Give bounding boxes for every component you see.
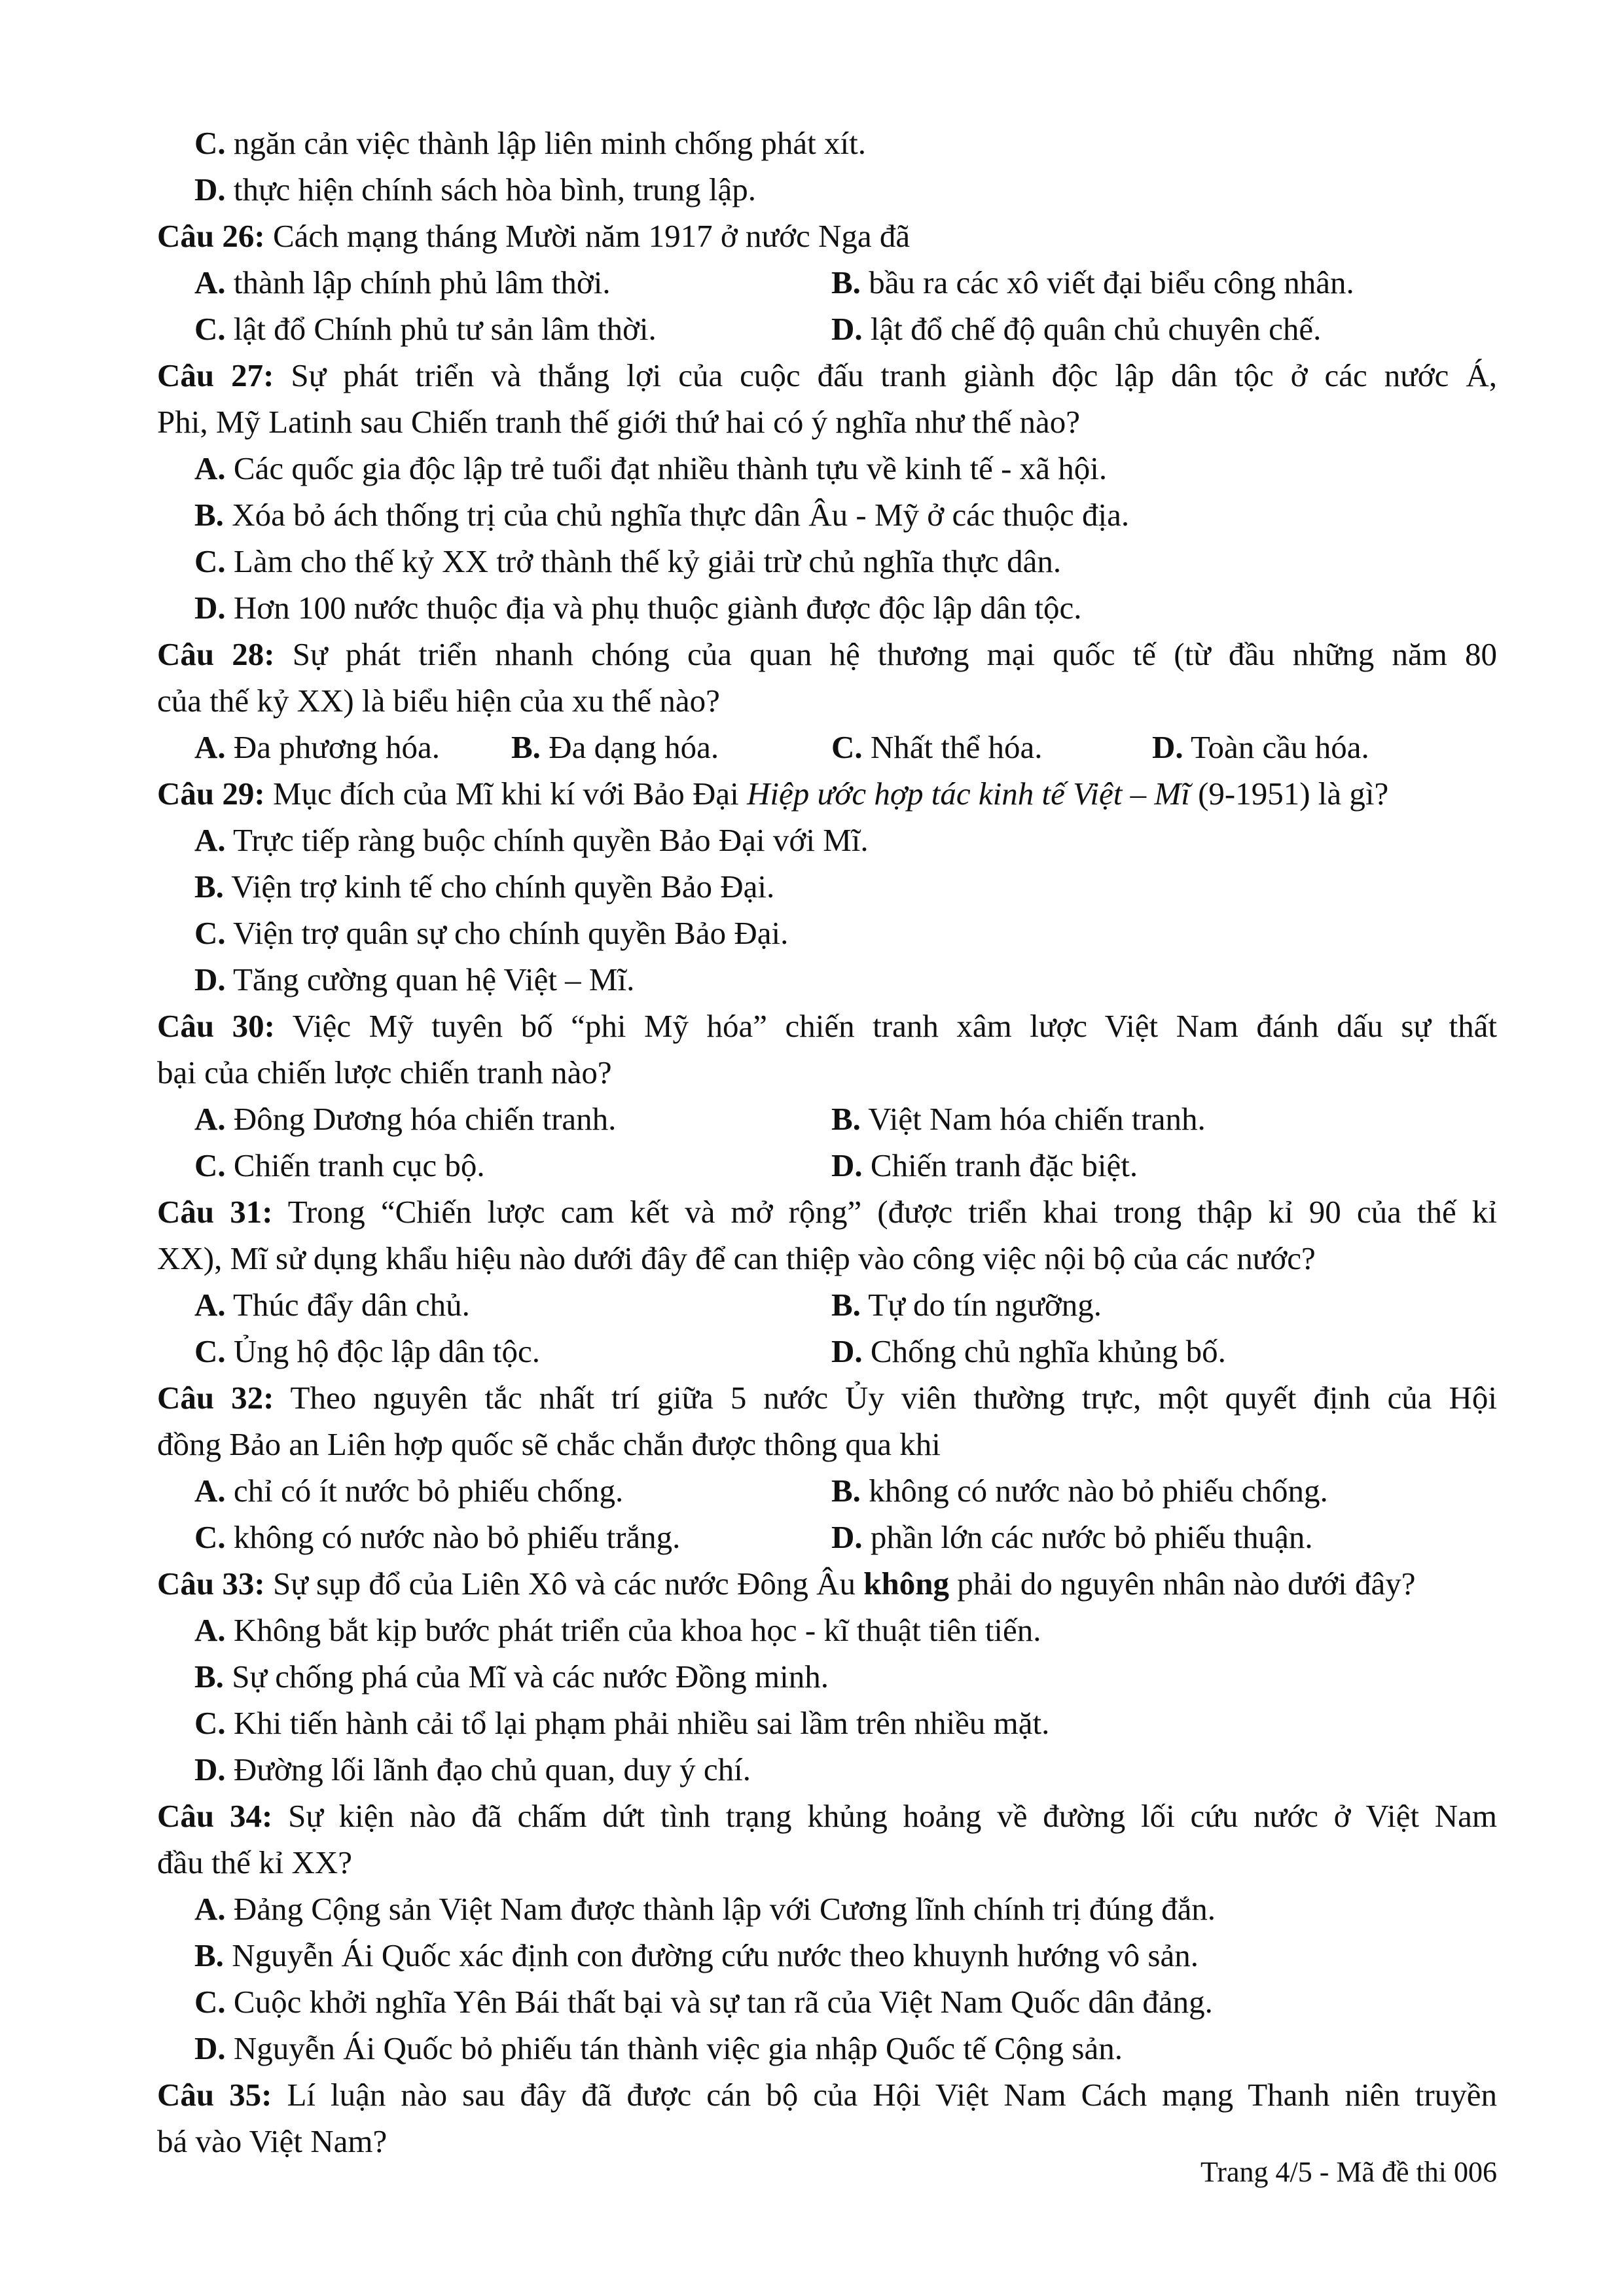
q31-d-text: Chống chủ nghĩa khủng bố. (862, 1333, 1226, 1369)
question-28 (157, 631, 1497, 677)
question-29-option-d (194, 956, 1497, 1003)
q32-b-label: B. (831, 1473, 861, 1509)
q27-label: Câu 27: (157, 357, 274, 393)
q30-d-label: D. (831, 1147, 863, 1183)
q29-ital: Hiệp ước hợp tác kinh tế Việt – Mĩ (747, 776, 1190, 812)
q32-d-label: D. (831, 1519, 863, 1555)
q29-pre: Mục đích của Mĩ khi kí với Bảo Đại (264, 776, 748, 812)
question-27-line2: Phi, Mỹ Latinh sau Chiến tranh thế giới thứ hai có ý nghĩa như thế nào? (157, 404, 1080, 440)
q27-b-text: Xóa bỏ ách thống trị của chủ nghĩa thực dân Âu - Mỹ ở các thuộc địa. (223, 497, 1130, 533)
question-26-options-ab (194, 259, 1497, 306)
q26-c-text: lật đổ Chính phủ tư sản lâm thời. (225, 311, 657, 347)
question-32 (157, 1374, 1497, 1421)
question-33-option-c (194, 1700, 1497, 1746)
prev-opt_c-text: ngăn cản việc thành lập liên minh chống phát xít. (225, 125, 867, 161)
q28-b-text: Đa dạng hóa. (540, 729, 719, 765)
q34-d-text: Nguyễn Ái Quốc bỏ phiếu tán thành việc gia nhập Quốc tế Cộng sản. (225, 2030, 1123, 2066)
q27-a-text: Các quốc gia độc lập trẻ tuổi đạt nhiều thành tựu về kinh tế - xã hội. (225, 450, 1108, 486)
q34-line1: Sự kiện nào đã chấm dứt tình trạng khủng hoảng về đường lối cứu nước ở Việt Nam (272, 1798, 1497, 1834)
exam-page (157, 120, 1497, 2164)
q32-line1: Theo nguyên tắc nhất trí giữa 5 nước Ủy viên thường trực, một quyết định của Hội (274, 1380, 1497, 1416)
q26-d-label: D. (831, 311, 863, 347)
q28-a-label: A. (194, 729, 226, 765)
q27-line1: Sự phát triển và thắng lợi của cuộc đấu tranh giành độc lập dân tộc ở các nước Á, (274, 357, 1497, 393)
q32-c-label: C. (194, 1519, 226, 1555)
question-30-options-cd (194, 1142, 1497, 1189)
q33-bold: không (863, 1566, 950, 1602)
question-34 (157, 1793, 1497, 1839)
q28-label: Câu 28: (157, 636, 275, 672)
q31-c-label: C. (194, 1333, 226, 1369)
q28-d-text: Toàn cầu hóa. (1183, 729, 1369, 765)
question-28-options (194, 724, 1497, 770)
q33-c-label: C. (194, 1705, 226, 1741)
question-29-option-b (194, 863, 1497, 910)
q35-label: Câu 35: (157, 2077, 272, 2113)
q34-d-label: D. (194, 2030, 226, 2066)
q32-a-label: A. (194, 1473, 226, 1509)
q28-a-text: Đa phương hóa. (225, 729, 440, 765)
option-d (194, 166, 1497, 213)
q29-d-label: D. (194, 961, 226, 997)
question-35 (157, 2072, 1497, 2118)
q27-b-label: B. (194, 497, 224, 533)
question-27-option-a (194, 445, 1497, 492)
question-35-line2: bá vào Việt Nam? (157, 2123, 388, 2159)
question-32-options-ab (194, 1467, 1497, 1514)
prev-opt_c-label: C. (194, 125, 226, 161)
q29-c-label: C. (194, 915, 226, 951)
q34-b-text: Nguyễn Ái Quốc xác định con đường cứu nước theo khuynh hướng vô sản. (223, 1937, 1199, 1973)
question-30-options-ab (194, 1096, 1497, 1142)
q26-b-label: B. (831, 264, 861, 300)
question-34-line2: đầu thế kỉ XX? (157, 1844, 352, 1880)
q29-b-text: Viện trợ kinh tế cho chính quyền Bảo Đại. (223, 869, 775, 905)
q29-d-text: Tăng cường quan hệ Việt – Mĩ. (225, 961, 635, 997)
q30-d-text: Chiến tranh đặc biệt. (862, 1147, 1138, 1183)
q32-a-text: chỉ có ít nước bỏ phiếu chống. (225, 1473, 624, 1509)
q34-c-label: C. (194, 1984, 226, 2020)
q30-line1: Việc Mỹ tuyên bố “phi Mỹ hóa” chiến tranh xâm lược Việt Nam đánh dấu sự thất (274, 1008, 1497, 1044)
question-33-option-b (194, 1653, 1497, 1700)
q33-b-text: Sự chống phá của Mĩ và các nước Đồng minh. (223, 1659, 829, 1695)
q28-c-label: C. (831, 729, 863, 765)
question-26-options-cd (194, 306, 1497, 352)
q28-d-label: D. (1152, 729, 1183, 765)
question-33 (157, 1560, 1497, 1607)
q27-a-label: A. (194, 450, 226, 486)
q31-line1: Trong “Chiến lược cam kết và mở rộng” (được triển khai trong thập kỉ 90 của thế kỉ (272, 1194, 1497, 1230)
q33-b-label: B. (194, 1659, 224, 1695)
q27-c-label: C. (194, 543, 226, 579)
q33-pre: Sự sụp đổ của Liên Xô và các nước Đông Âu (264, 1566, 864, 1602)
q30-b-text: Việt Nam hóa chiến tranh. (860, 1101, 1206, 1137)
q28-c-text: Nhất thể hóa. (862, 729, 1043, 765)
q28-b-label: B. (511, 729, 541, 765)
question-31 (157, 1189, 1497, 1235)
prev-opt_d-text: thực hiện chính sách hòa bình, trung lập. (225, 171, 757, 207)
question-29-option-a (194, 817, 1497, 863)
q33-a-text: Không bắt kịp bước phát triển của khoa học - kĩ thuật tiên tiến. (225, 1612, 1041, 1648)
q31-b-label: B. (831, 1287, 861, 1323)
q32-b-text: không có nước nào bỏ phiếu chống. (860, 1473, 1328, 1509)
q33-d-text: Đường lối lãnh đạo chủ quan, duy ý chí. (225, 1751, 751, 1787)
question-33-option-a (194, 1607, 1497, 1653)
question-29-option-c (194, 910, 1497, 956)
question-33-option-d (194, 1746, 1497, 1793)
question-32-options-cd (194, 1514, 1497, 1560)
question-34-option-a (194, 1886, 1497, 1932)
q31-label: Câu 31: (157, 1194, 273, 1230)
q31-c-text: Ủng hộ độc lập dân tộc. (225, 1333, 540, 1369)
q34-c-text: Cuộc khởi nghĩa Yên Bái thất bại và sự tan rã của Việt Nam Quốc dân đảng. (225, 1984, 1213, 2020)
q26-d-text: lật đổ chế độ quân chủ chuyên chế. (862, 311, 1322, 347)
q29-a-label: A. (194, 822, 226, 858)
q27-d-text: Hơn 100 nước thuộc địa và phụ thuộc giành được độc lập dân tộc. (225, 590, 1082, 626)
option-c (194, 120, 1497, 166)
question-27-option-b (194, 492, 1497, 538)
q31-a-text: Thúc đẩy dân chủ. (225, 1287, 470, 1323)
question-31-options-cd (194, 1328, 1497, 1374)
prev-opt_d-label: D. (194, 171, 226, 207)
q34-a-label: A. (194, 1891, 226, 1927)
q30-c-text: Chiến tranh cục bộ. (225, 1147, 485, 1183)
question-27-option-d (194, 584, 1497, 631)
q29-post: (9-1951) là gì? (1189, 776, 1389, 812)
q32-c-text: không có nước nào bỏ phiếu trắng. (225, 1519, 681, 1555)
question-29 (157, 770, 1497, 817)
q34-label: Câu 34: (157, 1798, 273, 1834)
q33-c-text: Khi tiến hành cải tổ lại phạm phải nhiều sai lầm trên nhiều mặt. (225, 1705, 1050, 1741)
q31-b-text: Tự do tín ngưỡng. (860, 1287, 1102, 1323)
q26-label: Câu 26: (157, 218, 265, 254)
q33-label: Câu 33: (157, 1566, 265, 1602)
q31-a-label: A. (194, 1287, 226, 1323)
q26-a-label: A. (194, 264, 226, 300)
question-31-options-ab (194, 1282, 1497, 1328)
question-32-line2: đồng Bảo an Liên hợp quốc sẽ chắc chắn được thông qua khi (157, 1426, 941, 1462)
q26-a-text: thành lập chính phủ lâm thời. (225, 264, 611, 300)
q29-b-label: B. (194, 869, 224, 905)
q33-a-label: A. (194, 1612, 226, 1648)
question-30-line2: bại của chiến lược chiến tranh nào? (157, 1054, 612, 1090)
q26-text: Cách mạng tháng Mười năm 1917 ở nước Nga đã (264, 218, 911, 254)
q28-line1: Sự phát triển nhanh chóng của quan hệ thương mại quốc tế (từ đầu những năm 80 (274, 636, 1497, 672)
q30-a-text: Đông Dương hóa chiến tranh. (225, 1101, 617, 1137)
q30-a-label: A. (194, 1101, 226, 1137)
q29-c-text: Viện trợ quân sự cho chính quyền Bảo Đại. (225, 915, 789, 951)
q33-post: phải do nguyên nhân nào dưới đây? (949, 1566, 1416, 1602)
q31-d-label: D. (831, 1333, 863, 1369)
q29-a-text: Trực tiếp ràng buộc chính quyền Bảo Đại với Mĩ. (225, 822, 869, 858)
question-27 (157, 352, 1497, 399)
question-34-option-d (194, 2025, 1497, 2072)
q32-d-text: phần lớn các nước bỏ phiếu thuận. (862, 1519, 1313, 1555)
q30-b-label: B. (831, 1101, 861, 1137)
q29-label: Câu 29: (157, 776, 265, 812)
q26-b-text: bầu ra các xô viết đại biểu công nhân. (860, 264, 1354, 300)
q26-c-label: C. (194, 311, 226, 347)
page-footer: Trang 4/5 - Mã đề thi 006 (1200, 2156, 1497, 2188)
question-34-option-c (194, 1979, 1497, 2025)
q33-d-label: D. (194, 1751, 226, 1787)
q27-d-label: D. (194, 590, 226, 626)
q32-label: Câu 32: (157, 1380, 274, 1416)
question-28-line2: của thế kỷ XX) là biểu hiện của xu thế nào? (157, 683, 720, 719)
q30-c-label: C. (194, 1147, 226, 1183)
q27-c-text: Làm cho thế kỷ XX trở thành thế kỷ giải trừ chủ nghĩa thực dân. (225, 543, 1062, 579)
question-26 (157, 213, 1497, 259)
q34-a-text: Đảng Cộng sản Việt Nam được thành lập với Cương lĩnh chính trị đúng đắn. (225, 1891, 1216, 1927)
question-31-line2: XX), Mĩ sử dụng khẩu hiệu nào dưới đây để can thiệp vào công việc nội bộ của các nước? (157, 1240, 1316, 1276)
q34-b-label: B. (194, 1937, 224, 1973)
q30-label: Câu 30: (157, 1008, 275, 1044)
question-34-option-b (194, 1932, 1497, 1979)
question-27-option-c (194, 538, 1497, 584)
q35-line1: Lí luận nào sau đây đã được cán bộ của Hội Việt Nam Cách mạng Thanh niên truyền (272, 2077, 1497, 2113)
question-30 (157, 1003, 1497, 1049)
